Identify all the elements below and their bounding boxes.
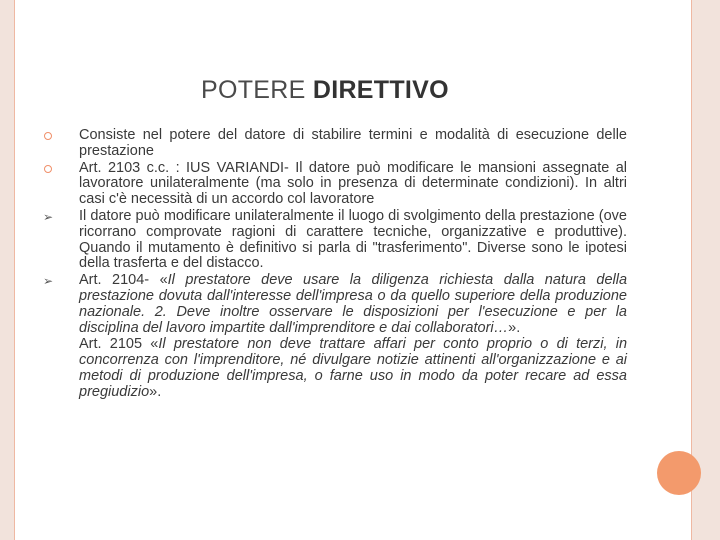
item-suffix: ».: [149, 383, 162, 400]
item-text: Il datore può modificare unilateralmente il luogo di svolgimento della prestazione (ove ricorrano comprovate ragioni di carattere tecniche, organizzative e produttive). Quando il mutamento è definitivo si parla di "trasferimento". Diverse sono le ipotesi della trasferta e del distacco.: [79, 207, 627, 272]
list-item: [42, 207, 627, 272]
circle-bullet-icon: [43, 164, 53, 174]
item-quote: Il prestatore deve usare la diligenza richiesta dalla natura della prestazione dovuta dall'interesse dell'impresa o da quello superiore della produzione nazionale. 2. Deve inoltre osservare le disposizioni per l'esecuzione e per la disciplina del lavoro impartite dall'imprenditore e dai collaboratori…: [79, 272, 628, 336]
list-item: [79, 128, 627, 160]
item-prefix: Art. 2105 «: [79, 336, 159, 353]
arrow-bullet-icon: ➢: [42, 274, 54, 289]
item-quote: Il prestatore non deve trattare affari per conto proprio o di terzi, in concorrenza con l'imprenditore, né divulgare notizie attinenti all'organizzazione e ai metodi di produzione dell'impresa, o farne uso in modo da poter recare ad essa pregiudizio: [79, 336, 628, 400]
slide-title: [201, 76, 449, 105]
bullet-list: [42, 127, 628, 401]
item-suffix: ».: [508, 319, 521, 336]
item-text: Art. 2103 c.c. : IUS VARIANDI- Il datore può modificare le mansioni assegnate al lavoratore unilateralmente (ma solo in presenza di determinate condizioni). In altri casi c'è necessità di un accordo col lavoratore: [79, 159, 627, 208]
decorative-circle-icon: [657, 451, 701, 495]
list-item: [79, 161, 627, 208]
arrow-bullet-icon: ➢: [42, 209, 54, 224]
title-bold: DIRETTIVO: [312, 76, 449, 104]
circle-bullet-icon: [43, 131, 53, 141]
item-text: Consiste nel potere del datore di stabilire termini e modalità di esecuzione delle prestazione: [79, 127, 627, 159]
item-prefix: Art. 2104- «: [79, 272, 168, 289]
list-item: [42, 272, 628, 336]
title-regular: POTERE: [201, 76, 313, 104]
list-item: [79, 337, 627, 400]
slide: [14, 0, 692, 540]
